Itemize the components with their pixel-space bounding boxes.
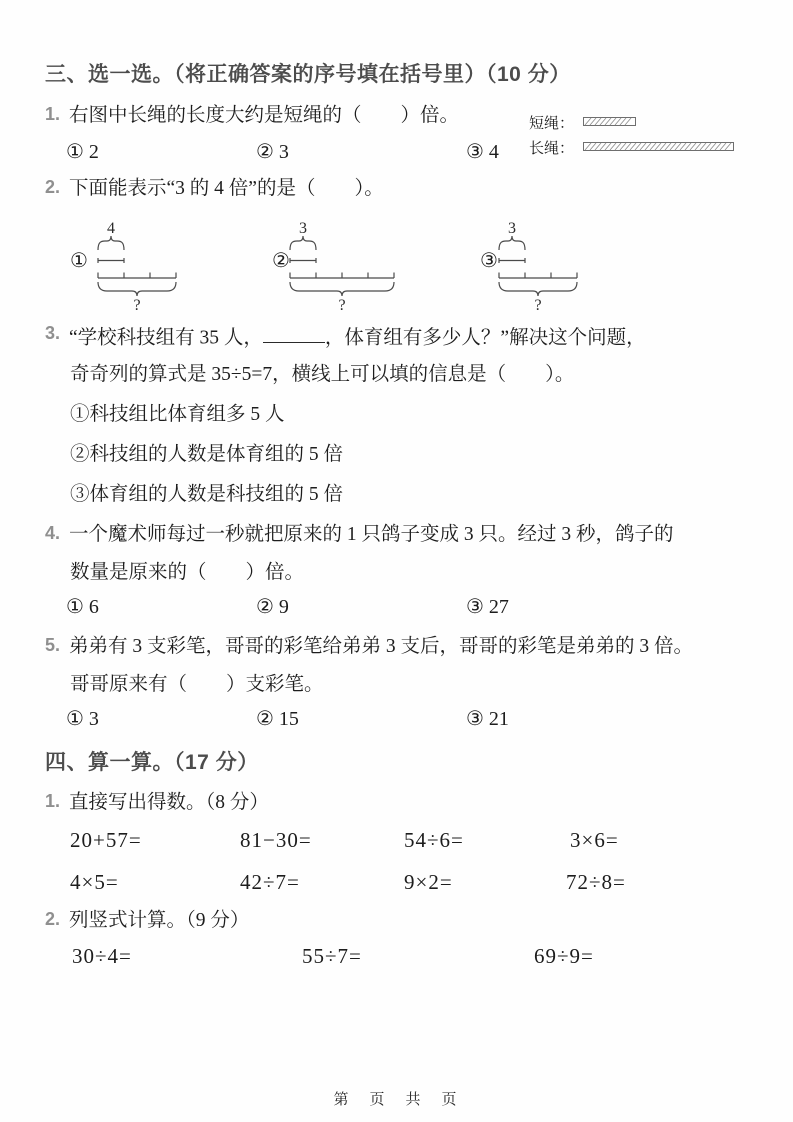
q3-fill-blank	[263, 322, 325, 343]
section4-title: 四、算一算。（17 分）	[45, 751, 259, 774]
question-3	[45, 322, 646, 351]
svg-text:4: 4	[107, 220, 115, 237]
question-5-line1: 弟弟有 3 支彩笔，哥哥的彩笔给弟弟 3 支后，哥哥的彩笔是弟弟的 3 倍。	[69, 636, 694, 657]
calc-item: 30÷4=	[72, 944, 132, 968]
q4-option-1: ① 6	[66, 596, 99, 618]
diagram-2-marker: ②	[272, 250, 290, 272]
q1-option-1: ① 2	[66, 141, 99, 163]
section4-sub1	[45, 790, 269, 815]
short-rope-label: 短绳：	[529, 116, 575, 132]
q3-option-3: ③体育组的人数是科技组的 5 倍	[70, 484, 344, 505]
svg-text:?: ?	[534, 297, 542, 314]
q3-line1-post: ，体育组有多少人？”解决这个问题，	[324, 327, 646, 349]
svg-text:?: ?	[133, 297, 141, 314]
question-4	[45, 522, 674, 547]
question-4-line1: 一个魔术师每过一秒就把原来的 1 只鸽子变成 3 只。经过 3 秒，鸽子的	[69, 524, 674, 545]
bar-model-diagram-3	[496, 220, 580, 314]
question-2	[45, 176, 384, 201]
question-1-number: 1.	[45, 104, 61, 124]
sub2-text: 列竖式计算。（9 分）	[69, 910, 250, 931]
sub1-text: 直接写出得数。（8 分）	[69, 792, 269, 813]
q3-option-2: ②科技组的人数是体育组的 5 倍	[70, 444, 344, 465]
q4-option-2: ② 9	[256, 596, 289, 618]
diagram-3-marker: ③	[480, 250, 498, 272]
long-rope-label: 长绳：	[529, 141, 575, 157]
question-3-number: 3.	[45, 323, 61, 343]
calc-item: 9×2=	[404, 870, 453, 894]
svg-text:?: ?	[338, 297, 346, 314]
section3-title: 三、选一选。（将正确答案的序号填在括号里）（10 分）	[45, 63, 571, 86]
q5-option-1: ① 3	[66, 708, 99, 730]
calc-item: 72÷8=	[566, 870, 626, 894]
question-4-number: 4.	[45, 523, 61, 543]
svg-text:3: 3	[299, 220, 307, 237]
question-4-line2: 数量是原来的（ ）倍。	[70, 562, 305, 583]
calc-item: 69÷9=	[534, 944, 594, 968]
question-2-number: 2.	[45, 177, 61, 197]
question-5-number: 5.	[45, 635, 61, 655]
question-2-text: 下面能表示“3 的 4 倍”的是（ ）。	[69, 178, 384, 199]
section4-sub2	[45, 908, 249, 933]
calc-item: 54÷6=	[404, 828, 464, 852]
calc-item: 4×5=	[70, 870, 119, 894]
bar-model-diagram-1	[95, 220, 179, 314]
question-3-line2: 奇奇列的算式是 35÷5=7，横线上可以填的信息是（ ）。	[70, 364, 575, 385]
page-footer: 第 页 共 页	[333, 1091, 460, 1108]
svg-text:3: 3	[508, 220, 516, 237]
calc-item: 55÷7=	[302, 944, 362, 968]
calc-item: 42÷7=	[240, 870, 300, 894]
short-rope-bar	[583, 117, 636, 126]
calc-item: 3×6=	[570, 828, 619, 852]
q1-option-2: ② 3	[256, 141, 289, 163]
question-5	[45, 634, 693, 659]
question-3-line1	[69, 322, 646, 351]
calc-item: 81−30=	[240, 828, 312, 852]
question-5-line2: 哥哥原来有（ ）支彩笔。	[70, 674, 324, 695]
q5-option-2: ② 15	[256, 708, 299, 730]
calc-item: 20+57=	[70, 828, 142, 852]
q3-option-1: ①科技组比体育组多 5 人	[70, 404, 285, 425]
q1-option-3: ③ 4	[466, 141, 499, 163]
question-1	[45, 103, 459, 128]
bar-model-diagram-2	[287, 220, 397, 314]
q4-option-3: ③ 27	[466, 596, 509, 618]
sub1-number: 1.	[45, 791, 61, 811]
question-1-text: 右图中长绳的长度大约是短绳的（ ）倍。	[69, 105, 460, 126]
diagram-1-marker: ①	[70, 250, 88, 272]
q3-line1-pre: “学校科技组有 35 人，	[69, 327, 263, 349]
sub2-number: 2.	[45, 909, 61, 929]
long-rope-bar	[583, 142, 734, 151]
q5-option-3: ③ 21	[466, 708, 509, 730]
